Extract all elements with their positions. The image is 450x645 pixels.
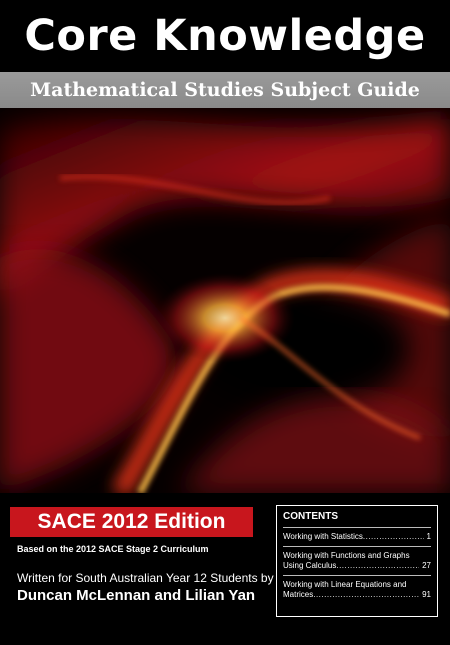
cover-artwork	[0, 108, 450, 493]
toc-page-number: 27	[422, 561, 431, 570]
toc-item-title: Working with Linear Equations and	[283, 580, 407, 589]
toc-page-number: 91	[422, 590, 431, 599]
toc-item-title-cont: Matrices	[283, 590, 314, 599]
toc-leader	[336, 561, 419, 571]
abstract-flame-artwork	[0, 108, 450, 493]
toc-item-title: Working with Statistics	[283, 532, 363, 541]
toc-item	[283, 546, 431, 575]
authors: Duncan McLennan and Lilian Yan	[17, 587, 256, 604]
toc-page-number: 1	[426, 532, 431, 541]
contents-title: CONTENTS	[283, 511, 338, 522]
written-for-text: Written for South Australian Year 12 Students by	[17, 571, 274, 585]
glow-hotspot	[155, 273, 295, 363]
toc-item-title: Working with Functions and Graphs	[283, 551, 410, 560]
edition-badge: SACE 2012 Edition	[10, 507, 253, 537]
toc-leader	[363, 532, 424, 542]
curriculum-note: Based on the 2012 SACE Stage 2 Curriculum	[17, 544, 209, 554]
toc-item	[283, 527, 431, 546]
book-title: Core Knowledge	[24, 11, 426, 61]
toc-item-title-cont: Using Calculus	[283, 561, 337, 570]
toc-item	[283, 575, 431, 604]
toc-leader	[313, 590, 419, 600]
book-subtitle: Mathematical Studies Subject Guide	[30, 79, 420, 101]
contents-box	[276, 505, 438, 617]
